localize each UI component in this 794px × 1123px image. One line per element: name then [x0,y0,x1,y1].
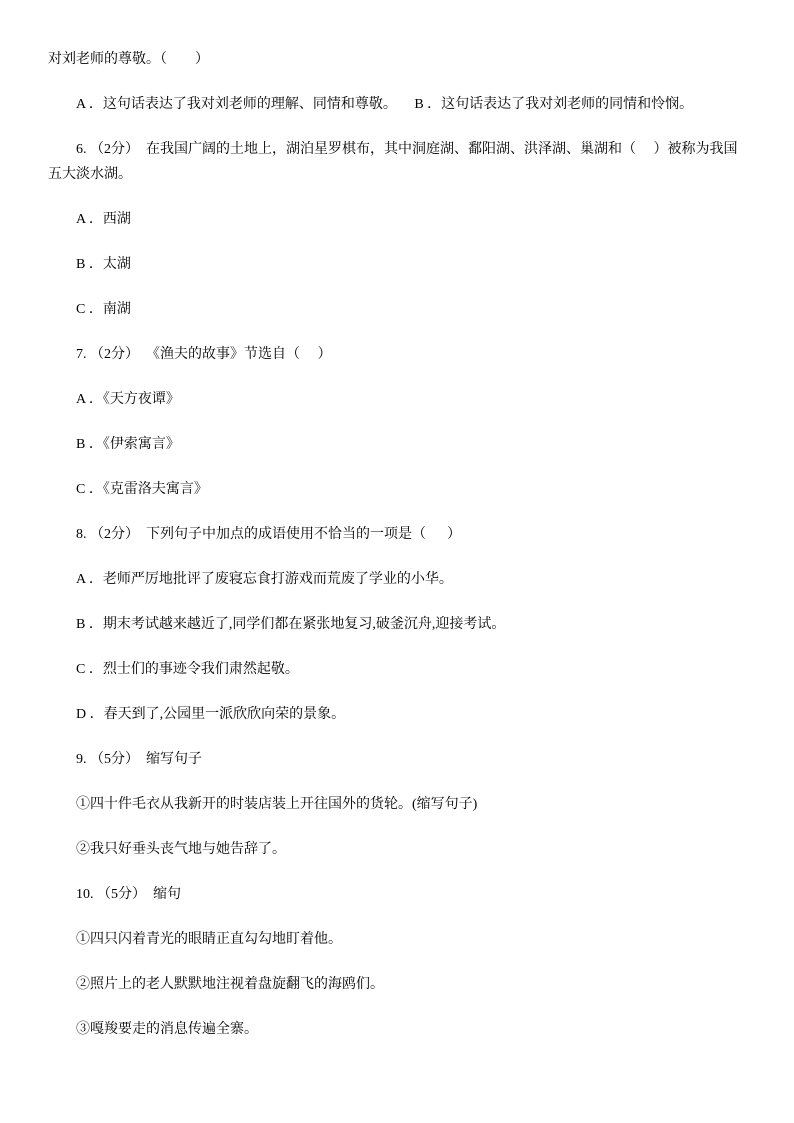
option-paragraph: A ．《天方夜谭》 [76,392,180,407]
option-paragraph: C ．《克雷洛夫寓言》 [76,482,208,497]
option-paragraph: B ．期末考试越来越近了,同学们都在紧张地复习,破釜沉舟,迎接考试。 [76,617,506,632]
question-paragraph: 10. （5分） 缩句 [76,887,181,902]
option-paragraph: D ．春天到了,公园里一派欣欣向荣的景象。 [76,707,346,722]
options-inline-paragraph: A ．这句话表达了我对刘老师的理解、同情和尊敬。 B ．这句话表达了我对刘老师的同情和怜悯。 [76,97,694,112]
question-paragraph: 7. （2分） 《渔夫的故事》节选自（ ） [76,347,332,362]
sub-item-paragraph: ①四十件毛衣从我新开的时装店装上开往国外的货轮。(缩写句子) [76,797,478,812]
question-paragraph: 9. （5分） 缩写句子 [76,752,202,767]
option-paragraph: B ．《伊索寓言》 [76,437,180,452]
exam-document-body [48,47,746,1062]
sub-item-paragraph: ②照片上的老人默默地注视着盘旋翻飞的海鸥们。 [76,977,384,992]
question-paragraph: 8. （2分） 下列句子中加点的成语使用不恰当的一项是（ ） [76,527,461,542]
continuation-line-paragraph: 对刘老师的尊敬。（ ） [48,52,209,67]
option-paragraph: C ．烈士们的事迹令我们肃然起敬。 [76,662,299,677]
sub-item-paragraph: ①四只闪着青光的眼睛正直勾勾地盯着他。 [76,932,342,947]
option-paragraph: B ．太湖 [76,257,131,272]
option-paragraph: A ．老师严厉地批评了废寝忘食打游戏而荒废了学业的小华。 [76,572,453,587]
sub-item-paragraph: ②我只好垂头丧气地与她告辞了。 [76,842,286,857]
option-paragraph: A ．西湖 [76,212,131,227]
question-paragraph: 6. （2分） 在我国广阔的土地上，湖泊星罗棋布，其中洞庭湖、鄱阳湖、洪泽湖、巢湖和（ ）被称为我国五大淡水湖。 [48,142,738,182]
sub-item-paragraph: ③嘎羧要走的消息传遍全寨。 [76,1022,258,1037]
option-paragraph: C ．南湖 [76,302,131,317]
